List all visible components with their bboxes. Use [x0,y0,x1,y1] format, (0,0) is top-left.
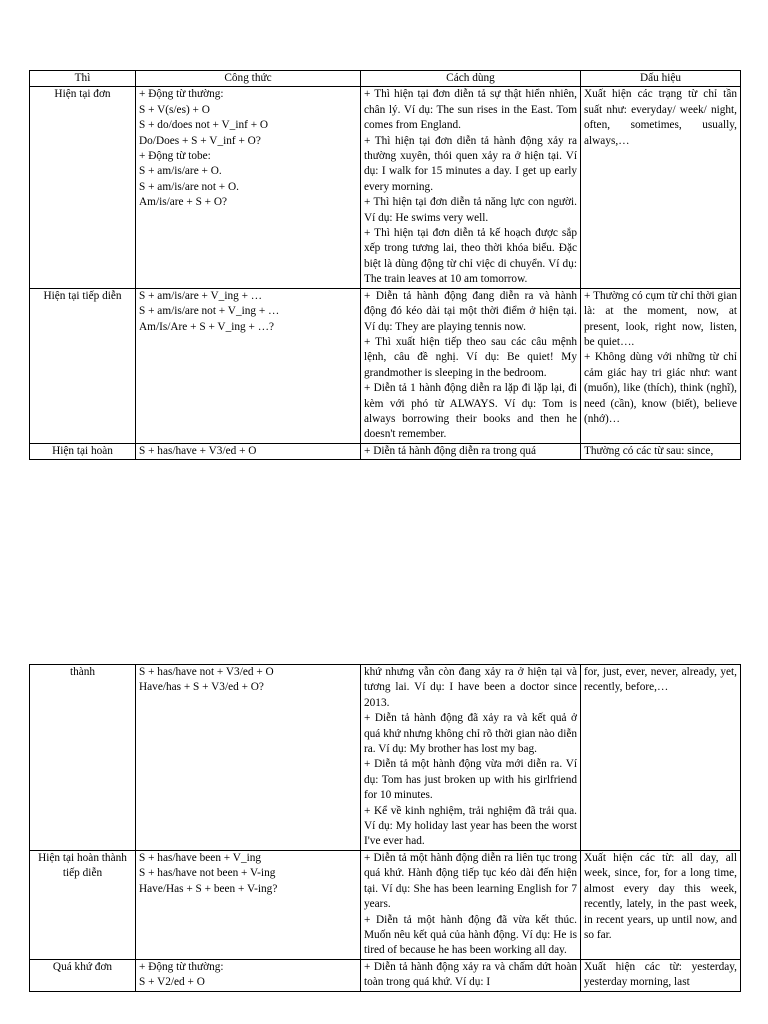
tense-name: Hiện tại đơn [30,87,136,288]
usage-paragraph: + Kể về kinh nghiệm, trải nghiệm đã trải qua. Ví dụ: My holiday last year has been the worst I've ever had. [364,804,577,848]
formula-line: S + am/is/are + V_ing + … [139,289,263,302]
usage-paragraph: + Diễn tả một hành động đã vừa kết thúc. Muốn nêu kết quả của hành động. Ví dụ: He is tired of because he has been working all day. [364,913,577,957]
formula-line: S + has/have + V3/ed + O [139,444,257,457]
signs-paragraph: for, just, ever, never, already, yet, recently, before,… [584,666,737,694]
usage-cell [361,959,581,991]
usage-paragraph: + Thì hiện tại đơn diễn tả kế hoạch được sắp xếp trong tương lai, theo thời khóa biểu. Đặc biệt là dùng động từ chỉ việc di chuyển. Ví dụ: The train leaves at 10 am tomorrow. [364,227,577,286]
formula-line: S + V2/ed + O [139,976,205,989]
usage-paragraph: + Diễn tả một hành động vừa mới diễn ra. Ví dụ: Tom has just broken up with his girlfriend for 10 minutes. [364,758,577,802]
table-row [30,87,741,288]
formula-line: S + am/is/are not + O. [139,180,239,193]
formula-line: Have/Has + S + been + V-ing? [139,882,278,895]
formula-line: + Động từ tobe: [139,150,211,163]
formula-cell [136,665,361,851]
signs-paragraph: Xuất hiện các trạng từ chỉ tần suất như: everyday/ week/ night, often, sometimes, usually, always,… [584,88,737,147]
formula-line: S + am/is/are + O. [139,165,222,178]
tense-name: Quá khứ đơn [30,959,136,991]
formula-line: Do/Does + S + V_inf + O? [139,134,261,147]
tenses-table-page-1 [29,70,741,460]
usage-paragraph: + Thì hiện tại đơn diễn tả hành động xảy ra thường xuyên, thói quen xảy ra ở hiện tại. Ví dụ: I walk for 15 minutes a day. I get up early every morning. [364,134,577,193]
header-tense: Thì [30,71,136,87]
usage-cell [361,443,581,459]
signs-cell [581,665,741,851]
usage-cell [361,288,581,443]
table-row [30,850,741,959]
usage-paragraph: + Diễn tả 1 hành động diễn ra lặp đi lặp lại, đi kèm với phó từ ALWAYS. Ví dụ: Tom is always borrowing their books and then he doesn't remember. [364,382,577,441]
signs-cell [581,443,741,459]
tense-name: thành [30,665,136,851]
formula-line: Am/Is/Are + S + V_ing + …? [139,320,275,333]
formula-cell [136,443,361,459]
formula-line: S + am/is/are not + V_ing + … [139,305,280,318]
usage-paragraph: + Thì xuất hiện tiếp theo sau các câu mệnh lệnh, câu đề nghị. Ví dụ: Be quiet! My grandmother is sleeping in the bedroom. [364,335,577,379]
usage-paragraph: + Diễn tả hành động xảy ra và chấm dứt hoàn toàn trong quá khứ. Ví dụ: I [364,960,577,989]
signs-cell [581,87,741,288]
tenses-table-page-2 [29,664,741,992]
formula-line: Am/is/are + S + O? [139,196,228,209]
header-usage: Cách dùng [361,71,581,87]
signs-paragraph: + Không dùng với những từ chỉ cảm giác hay tri giác như: want (muốn), like (thích), think (nghĩ), need (cần), know (biết), believe (nhớ)… [584,351,737,425]
usage-paragraph: + Diễn tả hành động đã xảy ra và kết quả ở quá khứ nhưng không chỉ rõ thời gian nào diễn ra. Ví dụ: My brother has lost my bag. [364,712,577,756]
signs-paragraph: + Thường có cụm từ chỉ thời gian là: at the moment, now, at present, look, right now, listen, be quiet…. [584,289,737,348]
table-row [30,288,741,443]
usage-paragraph: khứ nhưng vẫn còn đang xảy ra ở hiện tại và tương lai. Ví dụ: I have been a doctor since 2013. [364,666,577,709]
tense-name: Hiện tại hoàn thành tiếp diễn [30,850,136,959]
formula-line: Have/has + S + V3/ed + O? [139,681,264,694]
usage-paragraph: + Diễn tả hành động đang diễn ra và hành động đó kéo dài tại một thời điểm ở hiện tại. Ví dụ: They are playing tennis now. [364,289,577,333]
signs-cell [581,288,741,443]
tense-name: Hiện tại hoàn [30,443,136,459]
signs-paragraph: Xuất hiện các từ: all day, all week, since, for, for a long time, almost every day this week, recently, lately, in the past week, in recent years, up until now, and so far. [584,851,737,941]
signs-cell [581,850,741,959]
formula-line: S + do/does not + V_inf + O [139,119,269,132]
formula-cell [136,288,361,443]
usage-cell [361,665,581,851]
usage-paragraph: + Thì hiện tại đơn diễn tả sự thật hiển nhiên, chân lý. Ví dụ: The sun rises in the East. Tom comes from England. [364,88,577,132]
signs-paragraph: Thường có các từ sau: since, [584,444,714,457]
usage-cell [361,87,581,288]
formula-cell [136,87,361,288]
usage-paragraph: + Thì hiện tại đơn diễn tả năng lực con người. Ví dụ: He swims very well. [364,196,577,224]
formula-line: S + has/have not been + V-ing [139,867,276,880]
table-header-row [30,71,741,87]
formula-line: S + has/have not + V3/ed + O [139,666,274,678]
usage-paragraph: + Diễn tả hành động diễn ra trong quá [364,444,537,457]
header-formula: Công thức [136,71,361,87]
formula-cell [136,959,361,991]
table-row [30,959,741,991]
formula-line: + Động từ thường: [139,88,224,101]
formula-cell [136,850,361,959]
table-row [30,443,741,459]
usage-cell [361,850,581,959]
table-row [30,665,741,851]
formula-line: + Động từ thường: [139,960,224,973]
formula-line: S + has/have been + V_ing [139,851,262,864]
signs-paragraph: Xuất hiện các từ: yesterday, yesterday morning, last [584,960,737,989]
usage-paragraph: + Diễn tả một hành động diễn ra liên tục trong quá khứ. Hành động tiếp tục kéo dài đến hiện tại. Ví dụ: She has been learning English for 7 years. [364,851,577,911]
formula-line: S + V(s/es) + O [139,103,210,116]
tense-name: Hiện tại tiếp diễn [30,288,136,443]
signs-cell [581,959,741,991]
header-signs: Dấu hiệu [581,71,741,87]
